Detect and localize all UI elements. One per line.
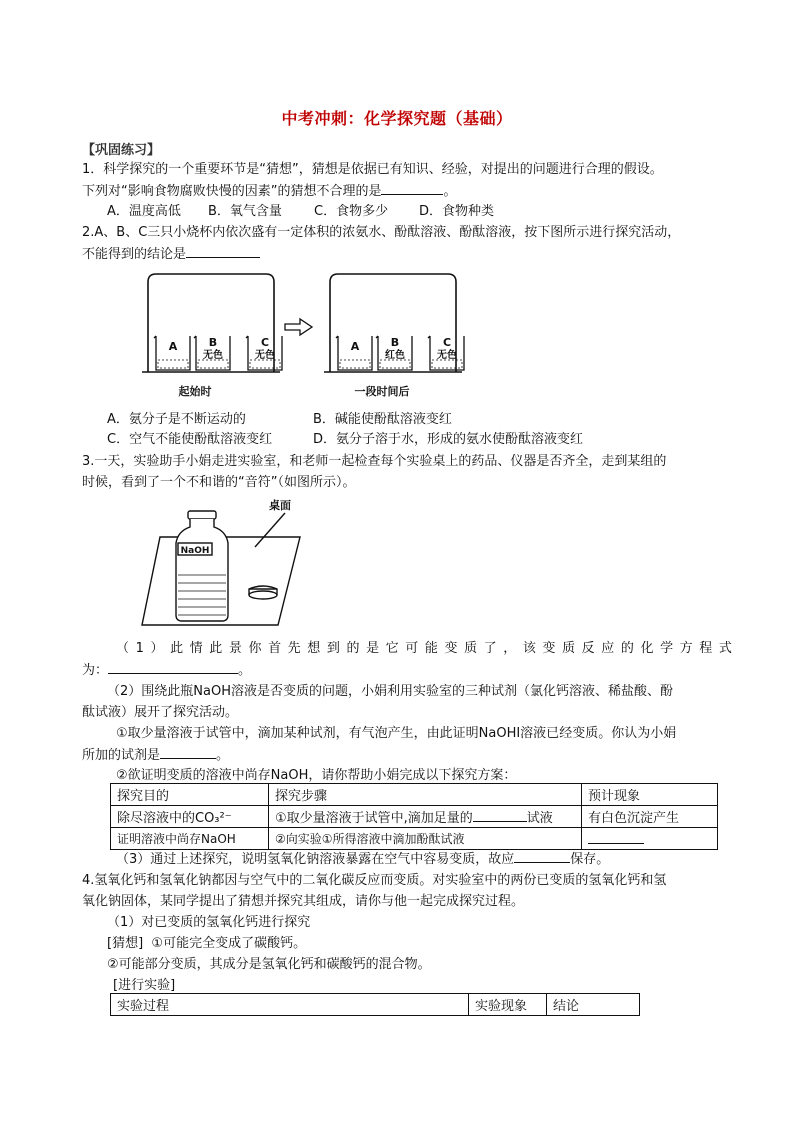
q2-line1: 2.A、B、C三只小烧杯内依次盛有一定体积的浓氨水、酚酞溶液、酚酞溶液，按下图所示进行探究活动， (82, 225, 681, 240)
row2-result (582, 828, 718, 850)
q1-option-b: B．氧气含量 (208, 204, 282, 219)
q3-plan-table (110, 783, 718, 850)
q4-experiment-table (110, 993, 640, 1016)
section-header: 【巩固练习】 (82, 143, 161, 158)
q2-options-row1 (107, 410, 452, 429)
right-beaker-b-label: B (390, 336, 400, 349)
q2-option-b: B．碱能使酚酞溶液变红 (313, 412, 452, 427)
q4-guess-label: [猜想] (107, 936, 144, 951)
q1-option-a: A．温度高低 (107, 204, 181, 219)
header-phenomenon: 实验现象 (469, 994, 547, 1016)
header-step: 探究步骤 (269, 784, 582, 806)
row2-step: ②向实验①所得溶液中滴加酚酞试液 (269, 828, 582, 850)
q4-sub1: （1）对已变质的氢氧化钙进行探究 (107, 915, 311, 930)
row1-reagent-blank[interactable] (473, 808, 527, 822)
q3-p2-1-line1: ①取少量溶液于试管中，滴加某种试剂，有气泡产生，由此证明NaOHI溶液已经变质。你认为小娟 (116, 726, 677, 741)
q2-option-c: C．空气不能使酚酞溶液变红 (107, 432, 273, 447)
left-beaker-a-label: A (168, 340, 178, 353)
bottle-label: NaOH (180, 546, 210, 556)
right-beaker-c-sub: 无色 (437, 350, 457, 361)
table-header-row (111, 994, 640, 1016)
q4-guess-2: ②可能部分变质，其成分是氢氧化钙和碳酸钙的混合物。 (107, 957, 431, 972)
page-title: 中考冲刺：化学探究题（基础） (281, 109, 513, 128)
q2-option-a: A．氨分子是不断运动的 (107, 412, 246, 427)
q1-option-d: D．食物种类 (419, 204, 495, 219)
q3-p2-line2: 酞试液）展开了探究活动。 (82, 705, 239, 720)
q3-p2-line1: （2）围绕此瓶NaOH溶液是否变质的问题，小娟利用实验室的三种试剂（氯化钙溶液、稀盐酸、酚 (107, 684, 673, 699)
row2-purpose: 证明溶液中尚存NaOH (111, 828, 269, 850)
q1-line1: 1．科学探究的一个重要环节是“猜想”，猜想是依据已有知识、经验，对提出的问题进行合理的假设。 (82, 162, 663, 177)
table-row (111, 806, 718, 828)
q3-equation-blank[interactable] (108, 660, 238, 674)
left-caption: 起始时 (178, 385, 212, 398)
header-process: 实验过程 (111, 994, 469, 1016)
q1-option-c: C．食物多少 (314, 204, 389, 219)
q4-line2: 氧化钠固体，某同学提出了猜想并探究其组成，请你与他一起完成探究过程。 (82, 894, 525, 909)
row1-step-text: ①取少量溶液于试管中,滴加足量的 (275, 811, 473, 826)
left-beaker-b-label: B (208, 336, 218, 349)
header-result: 预计现象 (582, 784, 718, 806)
q1-line2-text: 下列对“影响食物腐败快慢的因素”的猜想不合理的是 (82, 184, 382, 199)
q3-line2: 时候，看到了一个不和谐的“音符”（如图所示）。 (82, 475, 356, 490)
table-row (111, 828, 718, 850)
q4-guess-line1 (107, 934, 306, 953)
left-beaker-b-sub: 无色 (203, 350, 223, 361)
q2-options-row2 (107, 430, 583, 449)
q3-reagent-blank[interactable] (160, 745, 216, 759)
q1-line2 (82, 181, 457, 201)
left-beaker-c-sub: 无色 (255, 350, 275, 361)
q3-p1-end: 。 (238, 663, 252, 678)
q3-p1-line1: （1）此情此景你首先想到的是它可能变质了，该变质反应的化学方程式 (116, 641, 739, 656)
q3-storage-blank[interactable] (514, 849, 570, 863)
row1-purpose: 除尽溶液中的CO₃²⁻ (111, 806, 269, 828)
header-purpose: 探究目的 (111, 784, 269, 806)
q3-p1-line2 (82, 660, 251, 680)
q1-line2-end: 。 (443, 184, 457, 199)
q3-p2-1-prefix: 所加的试剂是 (82, 748, 161, 763)
header-conclusion: 结论 (547, 994, 640, 1016)
q3-p2-1-end: 。 (216, 748, 230, 763)
q2-line2-text: 不能得到的结论是 (82, 247, 187, 262)
q2-beaker-figure (140, 268, 470, 406)
q2-line2 (82, 244, 260, 264)
q4-line1: 4.氢氧化钙和氢氧化钠都因与空气中的二氧化碳反应而变质。对实验室中的两份已变质的氢氧化钙和氢 (82, 873, 667, 888)
q1-answer-blank[interactable] (381, 181, 443, 195)
right-beaker-b-sub: 红色 (385, 350, 405, 361)
q3-naoh-figure (140, 495, 310, 635)
q3-p2-1-line2 (82, 745, 229, 765)
table-label: 桌面 (269, 499, 291, 512)
q2-option-d: D．氨分子溶于水，形成的氨水使酚酞溶液变红 (313, 432, 584, 447)
q3-p3 (116, 849, 609, 869)
right-caption: 一段时间后 (354, 385, 410, 398)
q4-exp-label: [进行实验] (113, 978, 176, 993)
q3-p2-2: ②欲证明变质的溶液中尚存NaOH，请你帮助小娟完成以下探究方案： (116, 768, 517, 783)
q2-answer-blank[interactable] (186, 244, 260, 258)
q1-options (107, 202, 494, 221)
row1-result: 有白色沉淀产生 (582, 806, 718, 828)
q3-line1: 3.一天，实验助手小娟走进实验室，和老师一起检查每个实验桌上的药品、仪器是否齐全，走到某组的 (82, 454, 667, 469)
row1-step-end: 试液 (526, 811, 553, 826)
q3-p1-prefix: 为： (82, 663, 109, 678)
table-header-row (111, 784, 718, 806)
q3-p3-end: 保存。 (570, 852, 610, 867)
q3-p3-text: （3）通过上述探究，说明氢氧化钠溶液暴露在空气中容易变质，故应 (116, 852, 515, 867)
row1-step (269, 806, 582, 828)
row2-result-blank[interactable] (588, 830, 644, 844)
right-beaker-a-label: A (350, 340, 360, 353)
q4-guess-1: ①可能完全变成了碳酸钙。 (151, 936, 307, 951)
left-beaker-c-label: C (260, 336, 270, 349)
right-beaker-c-label: C (442, 336, 452, 349)
